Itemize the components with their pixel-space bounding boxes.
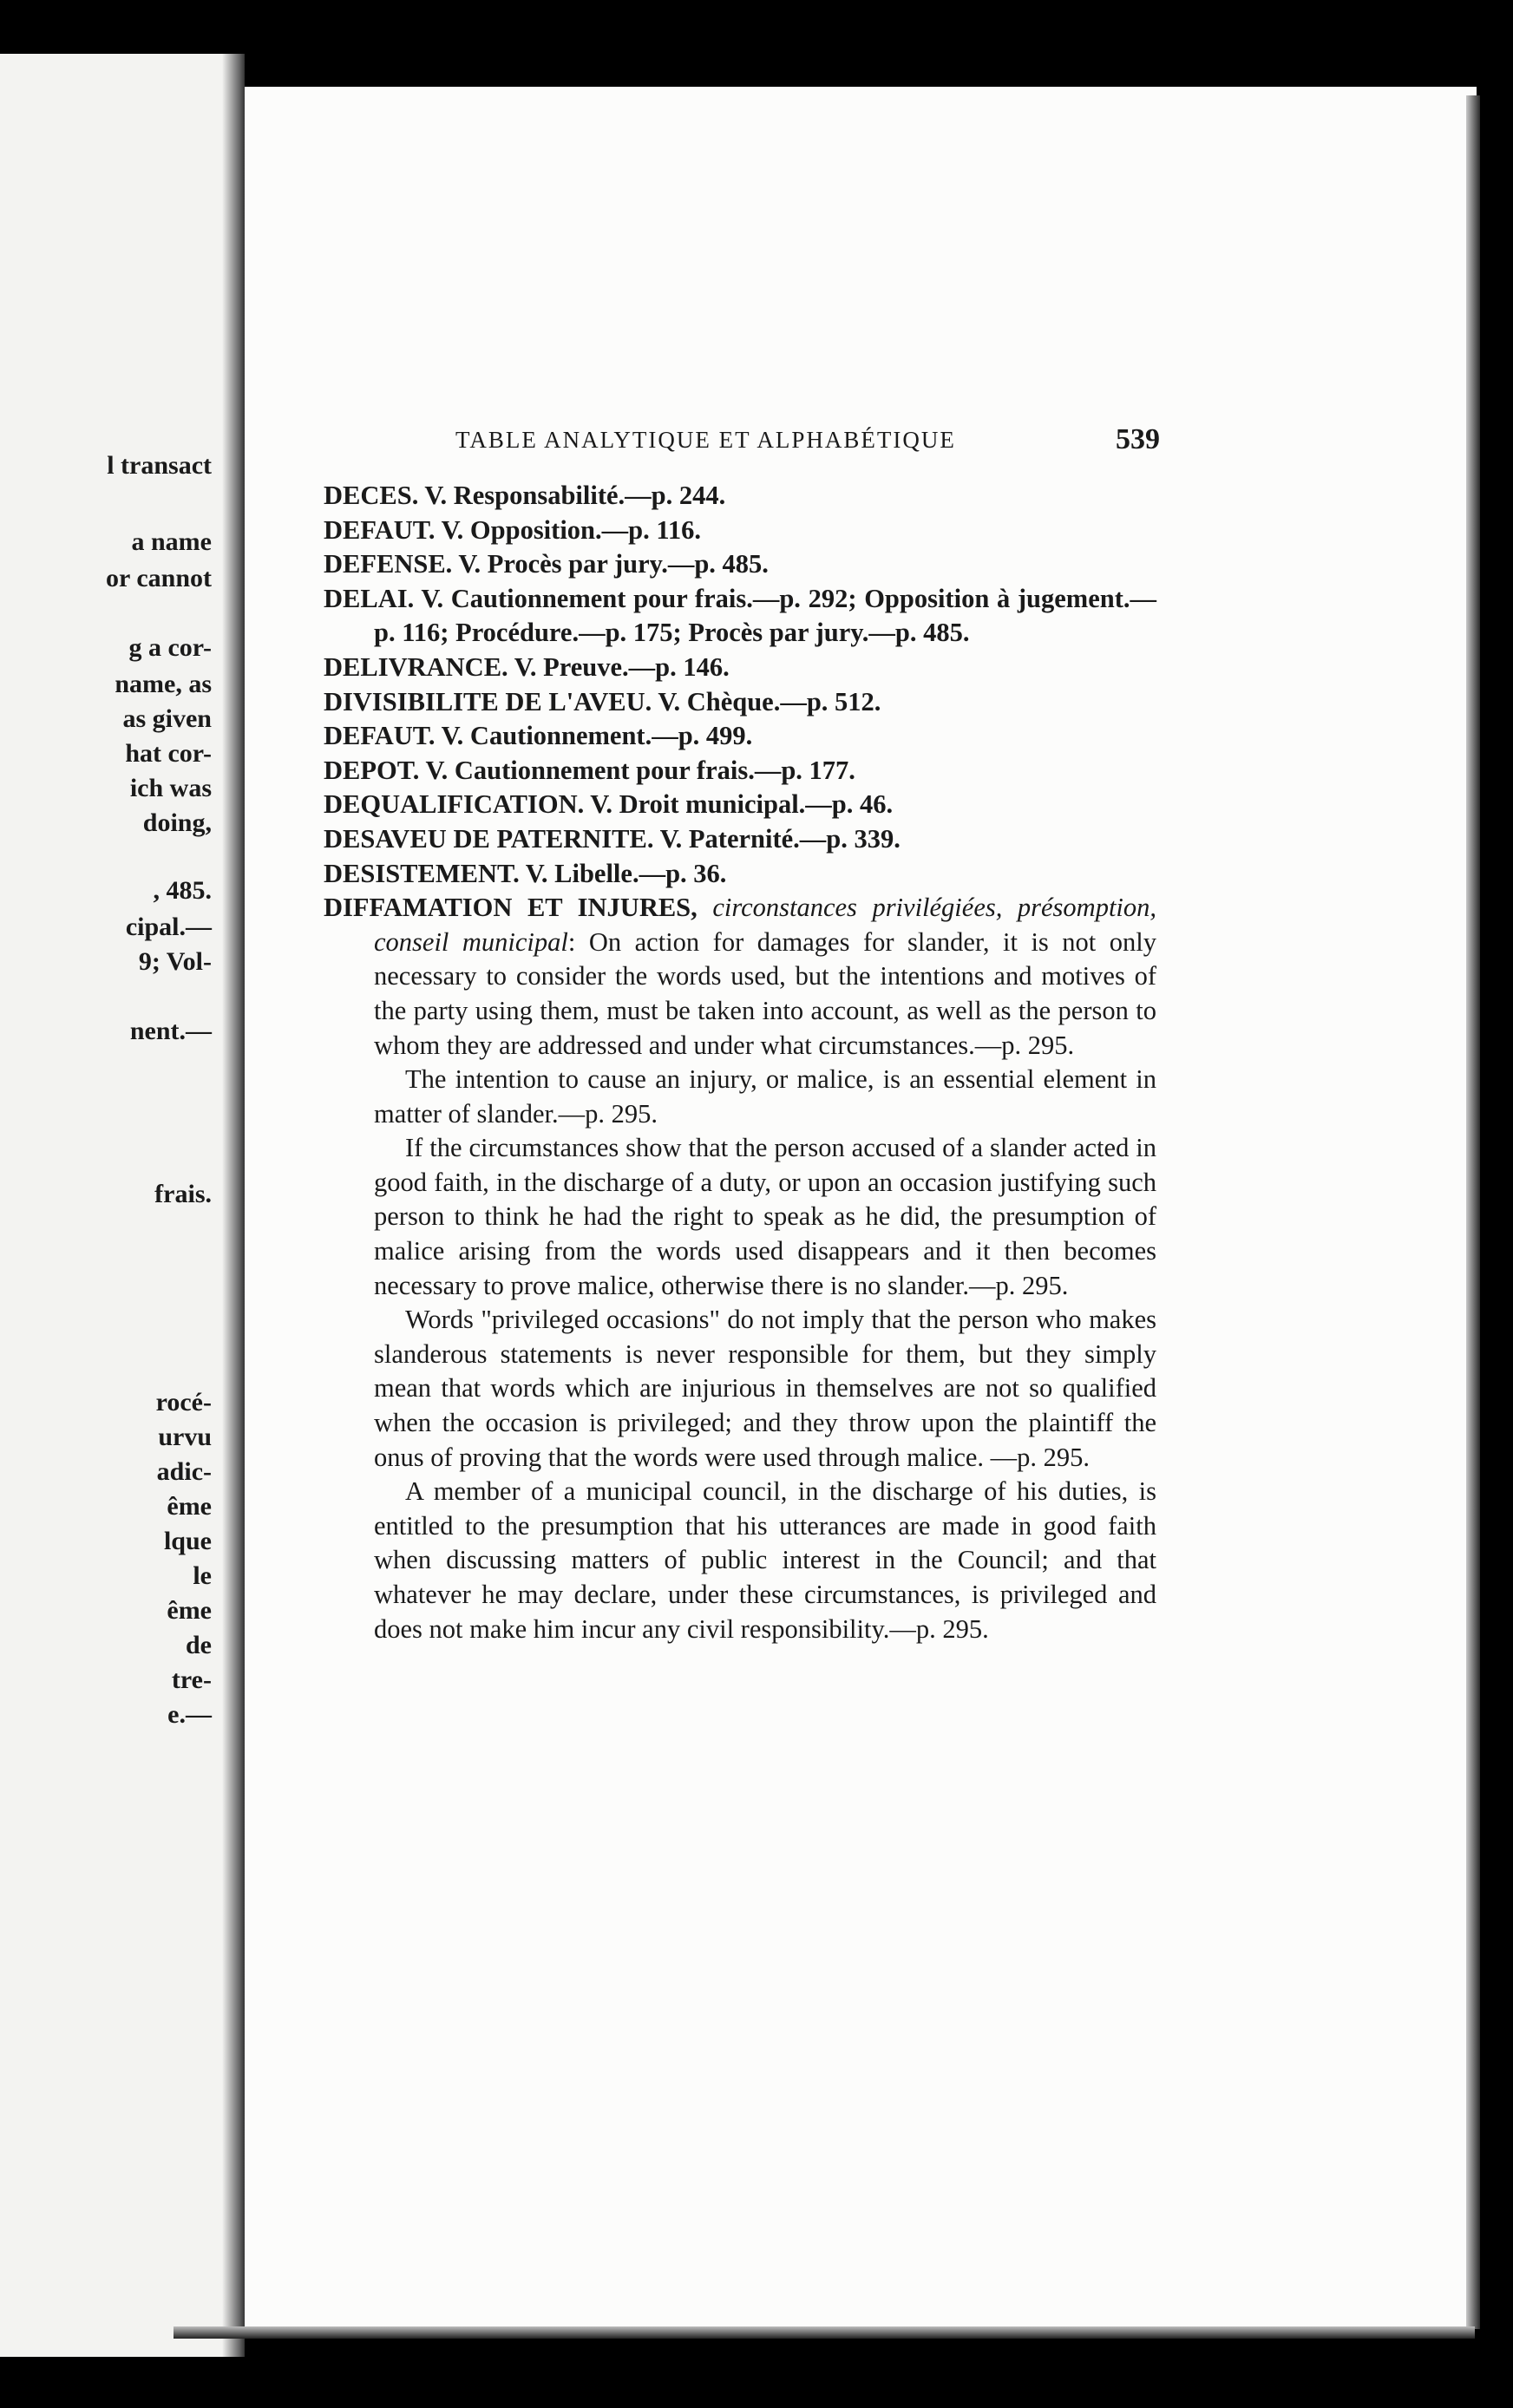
left-fragment: tre- [171,1665,212,1694]
paragraph: The intention to cause an injury, or malice, is an essential element in matter of slander.—p. 295. [374,1064,1156,1129]
running-header [455,423,1160,458]
index-entry-diffamation [324,891,1156,1063]
entry-text: V. Opposition.—p. 116. [435,514,702,545]
entry-headword: DEFENSE. [324,549,453,579]
left-fragment: frais. [154,1180,212,1208]
left-fragment: le [193,1561,212,1590]
index-entry [324,857,1156,892]
entry-headword: DEFAUT. [324,721,436,751]
paragraph: A member of a municipal council, in the discharge of his duties, is entitled to the presumption that his utterances are made in good faith when discussing matters of public interest in the Council; and that whatever he may declare, under these circumstances, is privileged and does not make him incur any civil responsibility.—p. 295. [374,1476,1156,1644]
left-page-fragment [0,54,245,2357]
left-fragment: hat cor- [125,739,212,768]
left-fragment: doing, [142,808,212,837]
entry-text: V. Responsabilité.—p. 244. [418,481,726,510]
index-entry [324,822,1156,857]
page-edge-shadow [1466,95,1480,2329]
left-fragment: , 485. [153,876,212,905]
page-gutter-shadow [222,54,245,2357]
entry-text: V. Cautionnement pour frais.—p. 177. [419,755,855,785]
entry-subject: circonstances privilégiées, présomption, conseil municipal [374,893,1157,957]
left-fragment: ême [167,1492,212,1521]
header-title: TABLE ANALYTIQUE ET ALPHABÉTIQUE [455,427,956,453]
entry-headword: DESISTEMENT. [324,858,520,888]
left-fragment: g a cor- [128,633,212,662]
entry-text: V. Preuve.—p. 146. [508,651,730,682]
index-entry [324,582,1156,651]
entry-text: V. Procès par jury.—p. 485. [452,549,769,579]
entry-text: V. Libelle.—p. 36. [519,858,727,888]
index-entry [324,788,1156,822]
entry-headword: DEFAUT. [324,514,436,545]
entry-text: V. Cautionnement pour frais.—p. 292; Opposition à jugement.—p. 116; Procédure.—p. 175; Procès par jury.—p. 485. [374,583,1156,648]
entry-headword: DEPOT. [324,755,420,785]
index-entry [324,754,1156,788]
entry-text: V. Chèque.—p. 512. [652,686,881,717]
left-fragment: de [186,1631,212,1659]
left-fragment: cipal.— [125,913,212,941]
left-fragment: a name [131,527,212,556]
index-entry [324,685,1156,720]
left-fragment: ich was [129,774,212,802]
left-fragment: lque [163,1527,212,1555]
entry-headword: DIVISIBILITE DE L'AVEU. [324,686,652,717]
left-fragment: rocé- [155,1388,212,1417]
entry-text: V. Cautionnement.—p. 499. [435,721,753,751]
left-fragment: urvu [158,1423,212,1451]
index-entry [324,479,1156,514]
entry-headword: DESAVEU DE PATERNITE. [324,823,654,854]
left-fragment: e.— [167,1700,212,1729]
paragraph: Words "privileged occasions" do not imply that the person who makes slanderous statements is never responsible for them, but they simply mean that words which are injurious in themselves are not so qualified when the occasion is privileged; and they throw upon the plaintiff the onus of proving that the words were used through malice. —p. 295. [374,1305,1156,1472]
left-fragment: adic- [156,1457,212,1486]
left-fragment: or cannot [106,564,212,592]
left-fragment: ême [167,1596,212,1625]
index-entry [324,651,1156,685]
entry-headword: DECES. [324,481,419,510]
entry-text: V. Paternité.—p. 339. [653,823,901,854]
left-fragment: as given [122,704,212,733]
index-entry [324,719,1156,754]
entry-headword: DEQUALIFICATION. [324,789,585,820]
entry-headword: DELAI. [324,583,415,613]
entry-text: : On action for damages for slander, it is not only necessary to consider the words used, but the intentions and motives of the party using them, must be taken into account, as well as the person to whom they are addressed and under what circumstances.—p. 295. [374,926,1156,1060]
entry-text: V. Droit municipal.—p. 46. [584,789,894,820]
entry-headword: DELIVRANCE. [324,651,508,682]
entry-headword: DIFFAMATION ET INJURES, [324,893,698,923]
left-fragment: 9; Vol- [138,947,212,976]
left-fragment: l transact [107,451,212,480]
index-entry [324,514,1156,548]
paragraph: If the circumstances show that the person accused of a slander acted in good faith, in the discharge of a duty, or upon an occasion justifying such person to think he had the right to speak as he did, the presumption of malice arising from the words used disappears and it then becomes necessary to prove malice, otherwise there is no slander.—p. 295. [374,1133,1156,1300]
page-number: 539 [1116,423,1160,455]
left-fragment: name, as [115,670,212,698]
entry-body [374,1063,1156,1646]
left-fragment: nent.— [129,1017,212,1045]
index-content [324,479,1156,1646]
page-bottom-shadow [174,2326,1475,2339]
index-entry [324,547,1156,582]
